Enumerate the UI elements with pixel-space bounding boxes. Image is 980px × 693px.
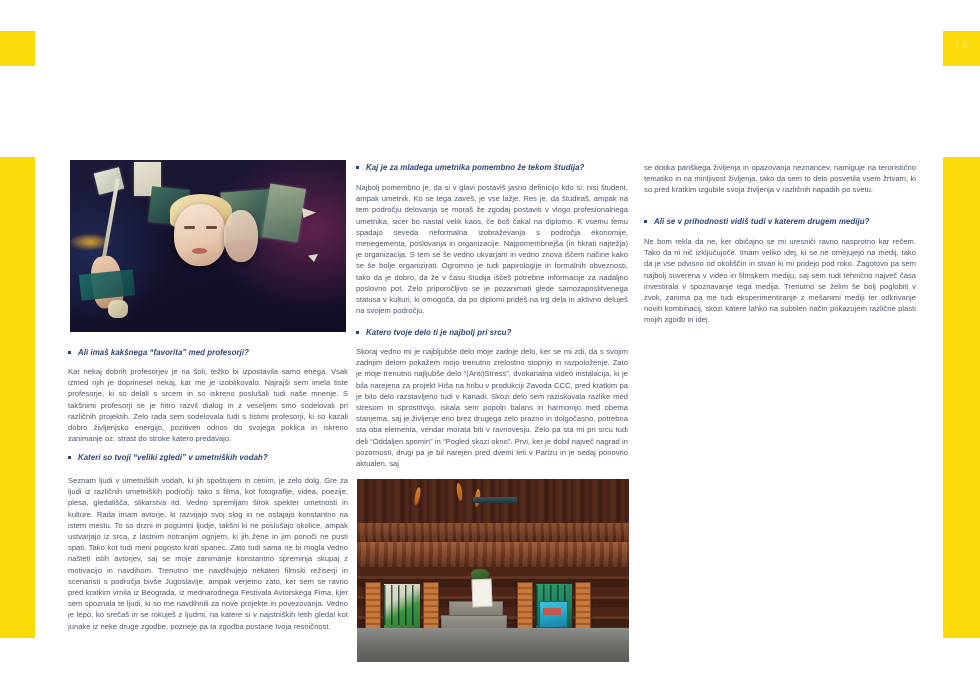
column-left bbox=[68, 0, 348, 693]
bullet-icon bbox=[644, 220, 647, 223]
page-number: 18 bbox=[954, 39, 969, 51]
column-middle bbox=[356, 0, 628, 693]
column-right bbox=[644, 0, 916, 693]
question-heading-important-during-study: Kaj je za mladega umetnika pomembno že tekom študija? bbox=[356, 162, 628, 173]
bullet-icon bbox=[356, 166, 359, 169]
answer-favorite-professor: Kar nekaj dobrih profesorjev je na šoli, težko bi izpostavila samo enega. Vsak izmed njih je doprinesel nekaj, kar me je izoblikovalo. Najrajši sem imela tiste profesorje, ki so delali s srcem in so iskreno poslušali tudi naše mnenje. S takšnimi profesorji se je hitro razvil dialog in z veseljem smo sodelovali pri različnih projektih. Zelo rada sem sodelovala tudi s tistimi profesorji, ki so kazali dobro življenjsko energijo, pozitiven odnos do svojega poklica in iskreno zanimanje oz. strast do stroke katero predavajo. bbox=[68, 367, 348, 444]
bullet-icon bbox=[356, 331, 359, 334]
answer-other-medium: Ne bom rekla da ne, ker običajno se mi uresniči ravno nasprotno kar rečem. Tako da ni nič izključujoče. Imam veliko idej, ki se ne omejujejo na medij, tako da je vse odvisno od okoliščin in stvari ki mi pridejo pod roko. Zagotovo pa sem najbolj suverena v video in filmskem mediju, saj sem tudi tehnično največ časa investirala v spoznavanje tega medija. Trenutno se želim še bolj poglobiti v zvok, zanima pa me tudi eksperimentiranje z mešanimi mediji ter odkrivanje novih kombinacij, skozi katere lahko na subtilen način prikazujem različne plasti mojih zgodb in idej. bbox=[644, 237, 916, 325]
image-wooden-chalet bbox=[357, 479, 629, 662]
bullet-icon bbox=[68, 351, 71, 354]
question-heading-favorite-work: Katero tvoje delo ti je najbolj pri srcu? bbox=[356, 327, 628, 338]
answer-continuation-paris: se dotika pariškega življenja in opazovanja neznancev, namiguje na teroristično tematiko in na minljivost življenja, tako da sem to delo posvetila vsem žrtvam, ki so pred kratkim izgubile svoja življenja v različnih napadih po svetu. bbox=[644, 163, 916, 195]
decorative-bar-left bbox=[0, 157, 35, 638]
answer-important-during-study: Najbolj pomembno je, da si v glavi postaviš jasno definicijo kdo si: nisi študent, ampak umetnik. Ko se tega zaveš, je vse lažje. Res je, da študiraš, ampak na tem področju delovanja se moraš že zgodaj postaviti v vlogo profesionalnega umetnika, sicer bo nastal velik kaos, če boš čakal na diplomo. K vsemu temu spadajo seveda neformalna izobraževanja s področja ekonomije, menegementa, poslovanja in organizacije. Najpomembnejša (in hkrati najtežja) je organizacija. S tem se še vedno ukvarjam in vedno znova iščem načine kako se še bolje organizirati. Ogromno je tudi papirologije in formalnih obveznosti, tako da je dobro, da že v času študija iščeš potrebne informacije za nadaljno poslovno pot. Zelo priporočljivo se je pozanimati glede samozaposlitvenega statusa v kulturi, ki omogoča, da po diplomi prideš na trg dela in aktivno deluješ na svojem področju. bbox=[356, 183, 628, 316]
question-heading-role-models: Kateri so tvoji “veliki zgledi” v umetniških vodah? bbox=[68, 452, 348, 463]
question-heading-other-medium: Ali se v prihodnosti vidiš tudi v katerem drugem mediju? bbox=[644, 216, 916, 227]
decorative-bar-right bbox=[943, 157, 980, 638]
decorative-block-top-left bbox=[0, 31, 35, 66]
question-heading-favorite-professor: Ali imaš kakšnega “favorita” med profesorji? bbox=[68, 347, 348, 358]
answer-role-models: Seznam ljudi v umetniških vodah, ki jih spoštujem in cenim, je zelo dolg. Gre za ljudi iz različnih umetniških področij: tako s filma, kot fotografije, videa, poezije, plesa, gledališča, slikarstva itd. Vedno spremljam širok spekter umetnosti in kulture. Rada imam avtorje, ki razvijajo svoj slog in ne ostajajo konstantno na istem mestu. To so drzni in pogumni ljudje, takšni ki ne poslušajo okolice, ampak ustvarjajo iz srca, z lastnim notranjim ognjem, ki jih žene in jim ponoči ne pusti spati. Tako kot tudi meni pogosto krati spanec. Zato tudi sama ne bi mogla vedno našteti istih avtorjev, saj se moje zanimanje konstantno spreminja skupaj z motivacijo in navdihom. Trenutno me navdihujejo nekateri filmski režiserji in scenaristi s področja bivše Jugoslavije, ampak verjetno zato, ker sem se ravno pred kratkim vrnila iz Beograda, iz mednarodnega Festivala Avtorskega Fima, kjer sem spoznala te ljudi, ki so me navdihnili za nove projekte in povezovanja. Vedno je lepo, ko srečaš in se rokuješ z ljudmi, na katere si v najstniških letih gledal kot junake iz neke druge zgodbe, pozneje pa ta zgodba postane tvoja resničnost. bbox=[68, 476, 348, 631]
bullet-icon bbox=[68, 456, 71, 459]
image-mirror-portrait bbox=[70, 160, 346, 332]
answer-favorite-work: Skoraj vedno mi je najbljubše delo moje zadnje delo, ker se mi zdi, da s svojim zadnjim delom pokažem mojo trenutno zrelostno stopnjo in razpoloženje. Zato je moje trenutno najljubše delo “(Anti)Stress”, dvokanalna video instalacija, ki je bila narejena za projekt Hiša na hribu v produkciji Zavoda CCC, pred kratkim pa je bilo delo razstavljeno tudi v Kanadi. Skozi delo sem raziskovala razlike med stresom in sprostitvijo, iskala sem popoln balans in harmonijo med obema stanjema, saj je življenje eno brez drugega zelo prazno in dolgočasno, potrebna sta oba elementa, vendar morata biti v ravnovesju. Zelo pa sta mi pri srcu tudi deli “Oddaljen spomin” in “Pogled skozi okno”. Prvi, ker je dobil največ nagrad in pozornosti, drugi pa je bil narejen pred dvemi leti v Parizu in je sedaj ponovno aktualen, saj bbox=[356, 347, 628, 469]
